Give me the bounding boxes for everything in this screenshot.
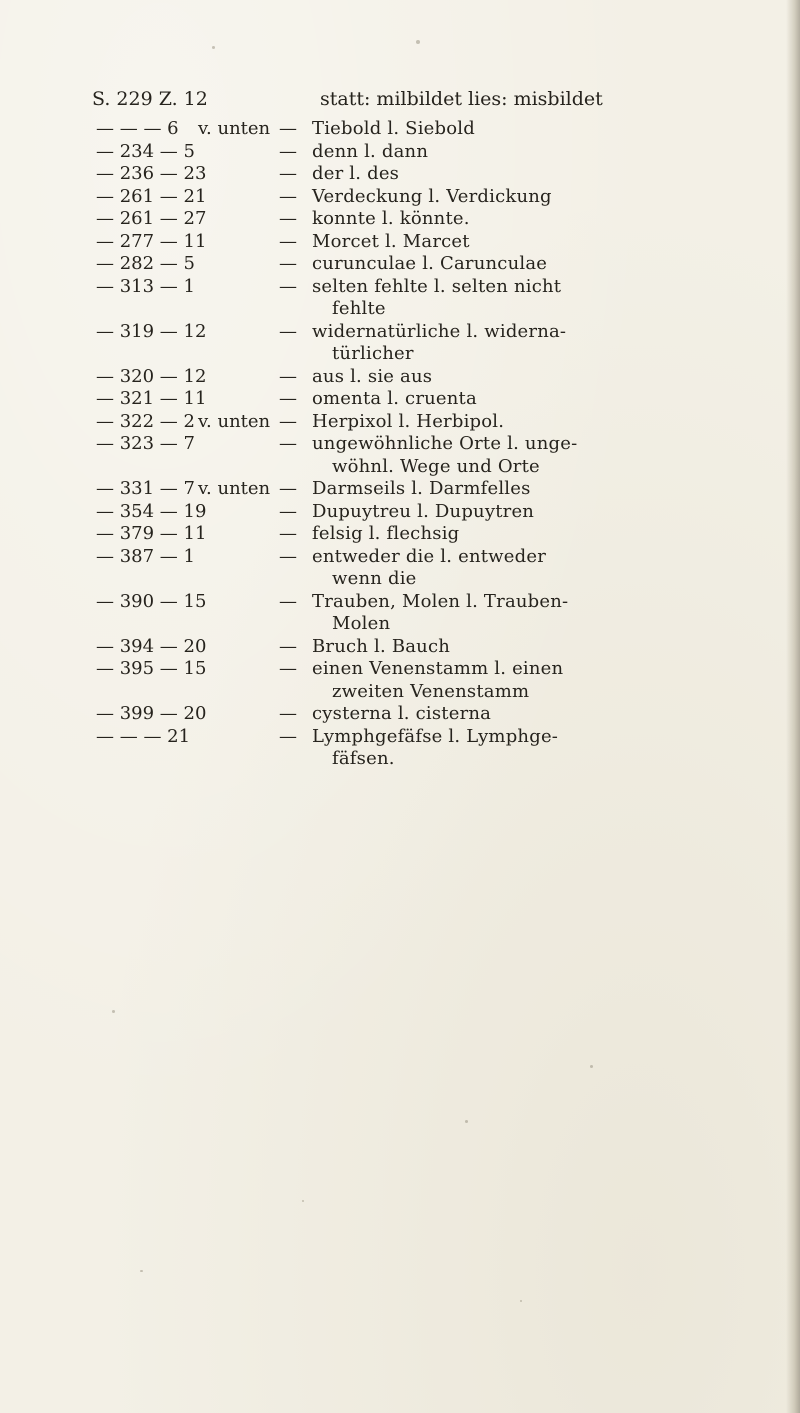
correction-text: einen Venenstamm l. einen [312, 658, 564, 679]
errata-separator: — [279, 590, 297, 612]
correction-text: Dupuytreu l. Dupuytren [312, 500, 535, 522]
errata-separator: — [279, 523, 297, 544]
errata-separator: — [279, 208, 297, 229]
errata-reference: — 319 — 12 [96, 320, 207, 342]
errata-correction [312, 186, 762, 209]
errata-separator: — [279, 185, 297, 207]
errata-correction [312, 253, 762, 276]
errata-row [0, 231, 800, 254]
errata-reference: — 394 — 20 [96, 635, 207, 657]
errata-reference: — 390 — 15 [96, 590, 207, 612]
errata-row [0, 118, 800, 141]
correction-continuation: fehlte [332, 298, 386, 319]
errata-row [0, 591, 800, 636]
correction-continuation: wöhnl. Wege und Orte [332, 455, 540, 477]
errata-reference: — 236 — 23 [96, 163, 207, 184]
errata-row [0, 501, 800, 524]
errata-correction [312, 141, 762, 164]
errata-row [0, 411, 800, 434]
errata-reference: — 399 — 20 [96, 703, 207, 724]
correction-continuation: zweiten Venenstamm [332, 680, 530, 702]
errata-correction [312, 231, 762, 254]
errata-reference: — 282 — 5 [96, 253, 195, 274]
errata-reference: — — — 21 [96, 725, 191, 747]
errata-position: v. unten [198, 410, 271, 432]
errata-row [0, 726, 800, 771]
correction-continuation: türlicher [332, 343, 414, 364]
errata-row [0, 703, 800, 726]
correction-text: curunculae l. Carunculae [312, 253, 548, 274]
errata-row [0, 321, 800, 366]
correction-text: Bruch l. Bauch [312, 635, 451, 657]
errata-separator: — [279, 320, 297, 342]
errata-separator: — [279, 140, 297, 162]
errata-correction [312, 546, 762, 591]
correction-text: Tiebold l. Siebold [312, 118, 475, 139]
errata-reference: — 320 — 12 [96, 365, 207, 387]
errata-separator: — [279, 635, 297, 657]
correction-text: Morcet l. Marcet [312, 230, 470, 252]
correction-continuation: Molen [332, 613, 391, 634]
correction-text: ungewöhnliche Orte l. unge- [312, 433, 578, 454]
correction-text: Trauben, Molen l. Trauben- [312, 590, 569, 612]
errata-correction [312, 118, 762, 141]
errata-separator: — [279, 478, 297, 499]
errata-separator: — [279, 388, 297, 409]
errata-correction [312, 591, 762, 636]
correction-text: Verdeckung l. Verdickung [312, 185, 552, 207]
errata-row [0, 253, 800, 276]
errata-correction [312, 366, 762, 389]
errata-correction [312, 658, 762, 703]
errata-correction [312, 388, 762, 411]
correction-text: denn l. dann [312, 140, 429, 162]
errata-separator: — [279, 275, 297, 297]
errata-separator: — [279, 658, 297, 679]
errata-correction [312, 703, 762, 726]
correction-text: der l. des [312, 163, 400, 184]
correction-text: Lymphgefäfse l. Lymphge- [312, 725, 559, 747]
errata-correction [312, 276, 762, 321]
errata-row [0, 523, 800, 546]
errata-correction [312, 163, 762, 186]
correction-text: Herpixol l. Herbipol. [312, 410, 505, 432]
errata-row [0, 163, 800, 186]
errata-reference: — 261 — 21 [96, 185, 207, 207]
correction-text: omenta l. cruenta [312, 388, 477, 409]
correction-text: aus l. sie aus [312, 365, 433, 387]
errata-reference: — — — 6 [96, 118, 179, 139]
errata-correction [312, 523, 762, 546]
errata-reference: — 322 — 2 [96, 410, 195, 432]
correction-continuation: fäfsen. [332, 748, 395, 769]
errata-row [0, 141, 800, 164]
errata-reference: — 323 — 7 [96, 433, 195, 454]
correction-text: selten fehlte l. selten nicht [312, 275, 562, 297]
errata-separator: — [279, 545, 297, 567]
errata-reference: — 261 — 27 [96, 208, 207, 229]
errata-separator: — [279, 163, 297, 184]
errata-reference: — 234 — 5 [96, 140, 195, 162]
errata-correction [312, 636, 762, 659]
errata-correction [312, 501, 762, 524]
errata-reference: — 395 — 15 [96, 658, 207, 679]
correction-text: felsig l. flechsig [312, 523, 460, 544]
errata-correction [312, 478, 762, 501]
errata-reference: — 354 — 19 [96, 500, 207, 522]
errata-reference: — 387 — 1 [96, 545, 195, 567]
errata-correction [312, 726, 762, 771]
errata-separator: — [279, 410, 297, 432]
errata-position: v. unten [198, 478, 271, 499]
errata-separator: — [279, 365, 297, 387]
errata-row [0, 546, 800, 591]
errata-separator: — [279, 230, 297, 252]
correction-text: konnte l. könnte. [312, 208, 470, 229]
errata-row [0, 366, 800, 389]
errata-row [0, 478, 800, 501]
header-reference: S. 229 Z. 12 [92, 88, 208, 110]
errata-separator: — [279, 253, 297, 274]
correction-text: cysterna l. cisterna [312, 703, 492, 724]
correction-text: entweder die l. entweder [312, 545, 547, 567]
errata-separator: — [279, 433, 297, 454]
errata-row [0, 658, 800, 703]
errata-correction [312, 321, 762, 366]
errata-row [0, 433, 800, 478]
errata-reference: — 321 — 11 [96, 388, 207, 409]
correction-text: widernatürliche l. widerna- [312, 320, 567, 342]
errata-separator: — [279, 725, 297, 747]
errata-separator: — [279, 703, 297, 724]
errata-correction [312, 433, 762, 478]
errata-row [0, 186, 800, 209]
errata-header [92, 88, 772, 116]
errata-reference: — 277 — 11 [96, 230, 207, 252]
correction-text: Darmseils l. Darmfelles [312, 478, 531, 499]
errata-row [0, 636, 800, 659]
correction-continuation: wenn die [332, 568, 417, 589]
errata-row [0, 208, 800, 231]
errata-row [0, 276, 800, 321]
errata-row [0, 388, 800, 411]
errata-correction [312, 411, 762, 434]
errata-list [0, 118, 800, 771]
errata-separator: — [279, 500, 297, 522]
errata-position: v. unten [198, 118, 271, 139]
header-correction: statt: milbildet lies: misbildet [320, 88, 603, 110]
errata-reference: — 331 — 7 [96, 478, 195, 499]
errata-reference: — 313 — 1 [96, 275, 195, 297]
errata-reference: — 379 — 11 [96, 523, 207, 544]
errata-correction [312, 208, 762, 231]
errata-separator: — [279, 118, 297, 139]
